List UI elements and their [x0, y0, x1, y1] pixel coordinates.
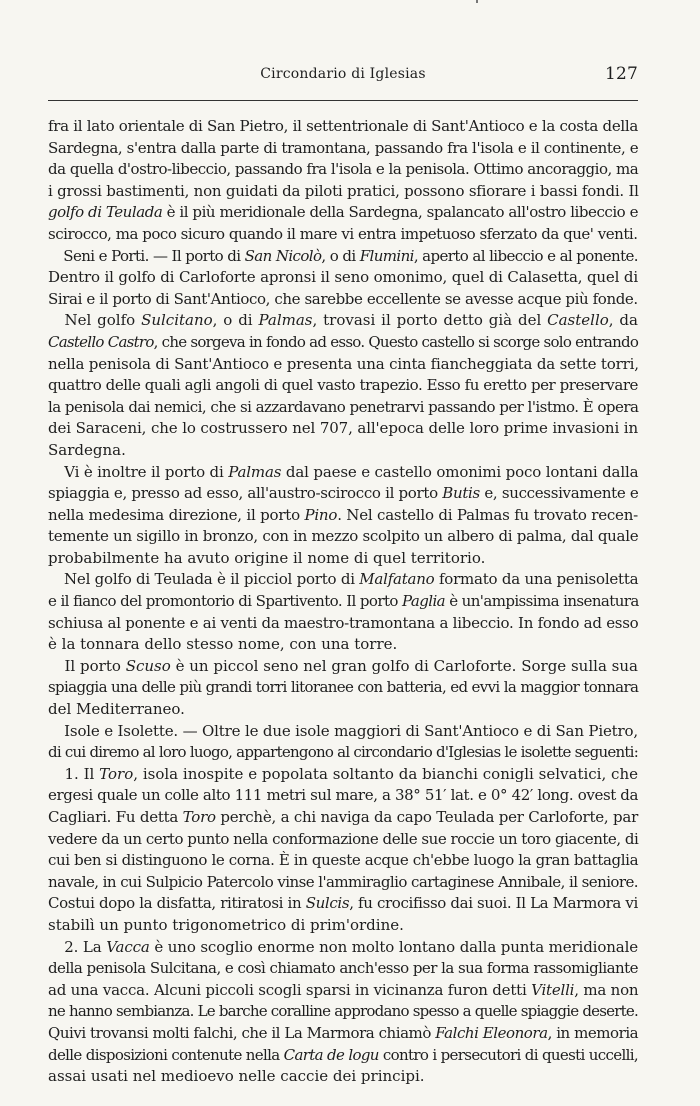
- paragraph-1: [48, 116, 638, 246]
- paragraph-palmas: [48, 462, 638, 570]
- text-line: i grossi bastimenti, non guidati da piloti pratici, possono sfiorare i bassi fondi. Il: [48, 181, 639, 200]
- text-line: navale, in cui Sulpicio Patercolo vinse l'ammiraglio cartaginese Annibale, il seniore.: [48, 872, 638, 891]
- text-line: 1. Il Toro, isola inospite e popolata soltanto da bianchi conigli selvatici, che: [64, 764, 638, 783]
- scan-speck: [476, 0, 478, 3]
- text-line: Sirai e il porto di Sant'Antioco, che sarebbe eccellente se avesse acque più fonde.: [48, 289, 638, 308]
- text-line: spiaggia e, presso ad esso, all'austro-scirocco il porto Butis e, successivamente e: [48, 484, 639, 503]
- header-rule: [48, 100, 638, 101]
- text-line: ergesi quale un colle alto 111 metri sul mare, a 38° 51′ lat. e 0° 42′ long. ovest da: [48, 786, 639, 805]
- text-line: dei Saraceni, che lo costrussero nel 707, all'epoca delle loro prime invasioni in: [48, 419, 638, 438]
- text-line: Sardegna.: [48, 440, 126, 459]
- text-line: assai usati nel medioevo nelle caccie dei principi.: [48, 1067, 425, 1086]
- paragraph-isole: [48, 721, 638, 764]
- text-line: Il porto Scuso è un piccol seno nel gran golfo di Carloforte. Sorge sulla sua: [64, 656, 638, 675]
- paragraph-scuso: [48, 656, 638, 721]
- text-line: 2. La Vacca è uno scoglio enorme non molto lontano dalla punta meridionale: [64, 937, 638, 956]
- text-line: probabilmente ha avuto origine il nome di quel territorio.: [48, 548, 486, 567]
- text-line: Dentro il golfo di Carloforte apronsi il seno omonimo, quel di Calasetta, quel di: [48, 268, 638, 287]
- paragraph-toro: [48, 764, 638, 937]
- text-line: nella penisola di Sant'Antioco e presenta una cinta fiancheggiata da sette torri,: [48, 354, 639, 373]
- paragraph-vacca: [48, 937, 638, 1088]
- text-line: del Mediterraneo.: [48, 700, 185, 719]
- page-number: 127: [604, 64, 638, 84]
- text-line: Isole e Isolette. — Oltre le due isole maggiori di Sant'Antioco e di San Pietro,: [64, 721, 638, 740]
- paragraph-seni-e-porti: [48, 246, 638, 311]
- text-line: nella medesima direzione, il porto Pino. Nel castello di Palmas fu trovato recen-: [48, 505, 638, 524]
- text-line: Costui dopo la disfatta, ritiratosi in Sulcis, fu crocifisso dai suoi. Il La Marmora vi: [48, 894, 638, 913]
- running-head: [48, 64, 638, 90]
- section-heading: Isole e Isolette.: [64, 721, 179, 740]
- text-line: spiaggia una delle più grandi torri litoranee con batteria, ed evvi la maggior tonnara: [48, 678, 639, 697]
- text-line: cui ben si distinguono le corna. È in queste acque ch'ebbe luogo la gran battaglia: [48, 851, 639, 870]
- running-title: Circondario di Iglesias: [260, 66, 426, 82]
- text-line: Quivi trovansi molti falchi, che il La Marmora chiamò Falchi Eleonora, in memoria: [48, 1023, 639, 1042]
- paragraph-teulada: [48, 569, 638, 655]
- text-line: da quella d'ostro-libeccio, passando fra l'isola e la penisola. Ottimo ancoraggio, ma: [48, 160, 639, 179]
- text-line: la penisola dai nemici, che si azzardavano penetrarvi passando per l'istmo. È opera: [48, 397, 639, 416]
- text-line: fra il lato orientale di San Pietro, il settentrionale di Sant'Antioco e la costa della: [48, 117, 639, 135]
- text-line: delle disposizioni contenute nella Carta de logu contro i persecutori di questi uccelli,: [48, 1045, 639, 1064]
- italic-term: golfo di Teulada: [48, 203, 163, 222]
- section-heading: Seni e Porti.: [63, 246, 149, 265]
- text-line: scirocco, ma poco sicuro quando il mare vi entra impetuoso sferzato da que' venti.: [48, 224, 638, 243]
- text-line: Sardegna, s'entra dalla parte di tramontana, passando fra l'isola e il continente, e: [48, 138, 639, 157]
- text-line: vedere da un certo punto nella conformazione delle sue roccie un toro giacente, di: [48, 829, 639, 848]
- text-line: Seni e Porti. — Il porto di San Nicolò, o di Flumini, aperto al libeccio e al ponente.: [63, 246, 638, 265]
- text-line: Castello Castro, che sorgeva in fondo ad esso. Questo castello si scorge solo entrando: [48, 332, 639, 351]
- text-line: stabilì un punto trigonometrico di prim'ordine.: [48, 915, 404, 934]
- text-line: quattro delle quali agli angoli di quel vasto trapezio. Esso fu eretto per preservare: [48, 376, 638, 395]
- text-line: Vi è inoltre il porto di Palmas dal paese e castello omonimi poco lontani dalla: [64, 462, 639, 481]
- text-line: temente un sigillo in bronzo, con in mezzo scolpito un albero di palma, dal quale: [48, 527, 639, 546]
- text-line: Nel golfo Sulcitano, o di Palmas, trovasi il porto detto già del Castello, da: [64, 311, 638, 330]
- text-line: ne hanno sembianza. Le barche coralline approdano spesso a quelle spiaggie deserte.: [48, 1002, 638, 1021]
- text-line: di cui diremo al loro luogo, appartengono al circondario d'Iglesias le isolette seguenti:: [48, 743, 638, 762]
- text-line: golfo di Teulada è il più meridionale della Sardegna, spalancato all'ostro libeccio e: [48, 203, 638, 222]
- body-text: [48, 116, 638, 1088]
- text-line: è la tonnara dello stesso nome, con una torre.: [48, 635, 398, 654]
- text-line: Cagliari. Fu detta Toro perchè, a chi naviga da capo Teulada per Carloforte, par: [48, 808, 638, 826]
- text-line: ad una vacca. Alcuni piccoli scogli sparsi in vicinanza furon detti Vitelli, ma non: [48, 980, 639, 999]
- paragraph-sulcitano: [48, 310, 638, 461]
- text-line: della penisola Sulcitana, e così chiamato anch'esso per la sua forma rassomigliante: [48, 959, 638, 978]
- text-line: schiusa al ponente e ai venti da maestro-tramontana a libeccio. In fondo ad esso: [48, 613, 639, 632]
- text-line: Nel golfo di Teulada è il picciol porto di Malfatano formato da una penisoletta: [64, 570, 639, 589]
- text-line: e il fianco del promontorio di Spartivento. Il porto Paglia è un'ampissima insenatura: [48, 592, 639, 611]
